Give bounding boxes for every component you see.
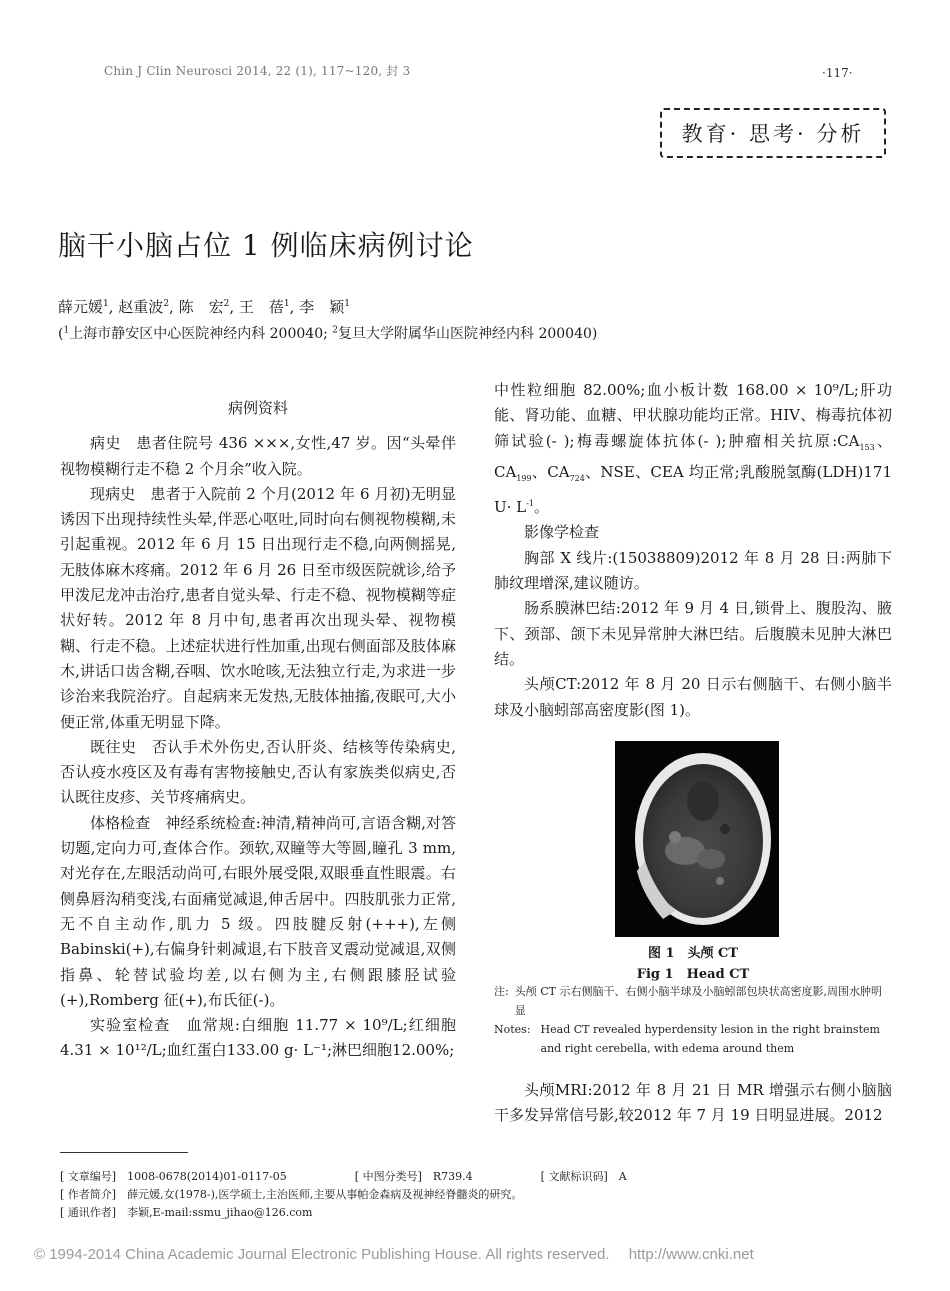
footnote-correspondence: [ 通讯作者] 李颖,E-mail:ssmu_jihao@126.com: [60, 1206, 313, 1219]
tumor-marker-sub: 199: [516, 473, 532, 483]
author-name: 李 颖: [299, 298, 345, 316]
tumor-marker-sub: 153: [859, 442, 875, 452]
author-name: 王 蓓: [238, 298, 284, 316]
author-list: 薛元媛$^1$, 赵重波$^2$, 陈 宏$^2$, 王 蓓$^1$, 李 颖$^1$: [58, 298, 350, 316]
document-code: [ 文献标识码] A: [540, 1170, 627, 1183]
paragraph-lymph-node: 肠系膜淋巴结:2012 年 9 月 4 日,锁骨上、腹股沟、腋下、颈部、颌下未见异常肿大淋巴结。后腹膜未见肿大淋巴结。: [494, 599, 892, 668]
author-affil-mark: 2: [163, 299, 170, 309]
imaging-heading: 影像学检查: [524, 523, 600, 542]
tumor-marker-sub: 724: [569, 473, 585, 483]
footnote-divider: [60, 1152, 188, 1153]
tumor-marker: CA: [494, 462, 517, 481]
affiliation-2: 复旦大学附属华山医院神经内科 200040): [338, 326, 598, 342]
author-affil-mark: 1: [344, 299, 350, 309]
copyright-notice: © 1994-2014 China Academic Journal Electronic Publishing House. All rights reserved. http://www.cnki.net: [34, 1246, 754, 1263]
author-affil-mark: 1: [283, 299, 290, 309]
figure-caption-en: Fig 1 Head CT: [636, 967, 750, 982]
ct-scan-graphic: [615, 741, 779, 937]
section-heading: 病例资料: [227, 399, 288, 417]
paragraph-head-ct: 头颅CT:2012 年 8 月 20 日示右侧脑干、右侧小脑半球及小脑蚓部高密度影(图 1)。: [494, 675, 892, 719]
right-column-top: [494, 378, 892, 723]
tumor-marker: CA: [547, 462, 570, 481]
note-label: 注:: [494, 985, 509, 998]
figure-note-en: [494, 1020, 892, 1058]
author-affil-mark: 1: [103, 299, 109, 309]
paragraph-chest-xray: 胸部 X 线片:(15038809)2012 年 8 月 28 日:两肺下肺纹理增深,建议随访。: [494, 548, 892, 593]
affil-open: (: [58, 326, 64, 342]
clc-number: [ 中图分类号] R739.4: [354, 1170, 473, 1183]
paragraph-lab-tests: 实验室检查 血常规:白细胞 11.77 × 10⁹/L;红细胞4.31 × 10¹²/L;血红蛋白133.00 g· L⁻¹;淋巴细胞12.00%;: [60, 1016, 456, 1060]
affil-mark: 2: [332, 325, 339, 336]
paragraph-head-mri: 头颅MRI:2012 年 8 月 21 日 MR 增强示右侧小脑脑干多发异常信号影,较2012 年 7 月 19 日明显进展。2012: [494, 1081, 892, 1125]
page-number: ·117·: [822, 66, 853, 80]
paragraph-past-history: 既往史 否认手术外伤史,否认肝炎、结核等传染病史,否认疫水疫区及有毒有害物接触史,否认有家族类似病史,否认既往皮疹、关节疼痛病史。: [60, 737, 456, 807]
affiliation-1: 上海市静安区中心医院神经内科 200040;: [69, 326, 328, 342]
author-name: 陈 宏: [178, 298, 224, 316]
article-title: 脑干小脑占位 1 例临床病例讨论: [58, 229, 474, 262]
article-number: [ 文章编号] 1008-0678(2014)01-0117-05: [60, 1170, 287, 1183]
paragraph-history: 病史 患者住院号 436 ×××,女性,47 岁。因“头晕伴视物模糊行走不稳 2 个月余”收入院。: [60, 434, 456, 478]
affiliations: [58, 323, 597, 343]
lab-rest-text: 、NSE、CEA 均正常;乳酸脱氢酶(LDH)171 U· L: [494, 462, 892, 517]
footnote-classification: [60, 1168, 890, 1184]
footnote-author-intro: [ 作者简介] 薛元媛,女(1978-),医学硕士,主治医师,主要从事帕金森病及视神经脊髓炎的研究。: [60, 1188, 523, 1201]
left-column: [60, 396, 456, 1064]
figure-note-zh: [494, 982, 892, 1020]
note-text: Head CT revealed hyperdensity lesion in the right brainstem and right cerebella, with edema around them: [540, 1023, 880, 1055]
journal-citation: Chin J Clin Neurosci 2014, 22 (1), 117~120, 封 3: [104, 64, 411, 78]
separator: 、: [874, 431, 892, 450]
unit-sup: -1: [526, 499, 534, 509]
head-ct-image: [615, 741, 779, 937]
author-name: 赵重波: [118, 298, 164, 316]
section-banner: 教育· 思考· 分析: [660, 108, 886, 158]
paragraph-present-illness: 现病史 患者于入院前 2 个月(2012 年 6 月初)无明显诱因下出现持续性头晕,伴恶心呕吐,同时向右侧视物模糊,未引起重视。2012 年 6 月 15 日出现行走不稳,向两侧摇晃,无肢体麻木疼痛。2012 年 6 月 26 日至市级医院就诊,给予甲泼尼龙冲击治疗,患者自觉头晕、行走不稳、视物模糊等症状好转。2012 年 8 月中旬,患者再次出现头晕、视物模糊、行走不稳。上述症状进行性加重,出现右侧面部及肢体麻木,讲话口齿含糊,吞咽、饮水呛咳,无法独立行走,为求进一步诊治来我院治疗。自起病来无发热,无肢体抽搐,夜眠可,大小便正常,体重无明显下降。: [60, 484, 456, 731]
figure-caption-zh: 图 1 头颅 CT: [647, 946, 739, 961]
author-name: 薛元媛: [58, 298, 104, 316]
tumor-marker: CA: [837, 431, 860, 450]
affil-mark: 1: [63, 325, 70, 336]
paragraph-lab-continued: [494, 378, 892, 520]
author-affil-mark: 2: [223, 299, 230, 309]
separator: 、: [531, 462, 548, 481]
sentence-end: 。: [533, 498, 549, 517]
note-text: 头颅 CT 示右侧脑干、右侧小脑半球及小脑蚓部包块状高密度影,周围水肿明显: [514, 985, 882, 1017]
note-label: Notes:: [494, 1023, 531, 1036]
paragraph-physical-exam: 体格检查 神经系统检查:神清,精神尚可,言语含糊,对答切题,定向力可,查体合作。颈软,双瞳等大等圆,瞳孔 3 mm,对光存在,左眼活动尚可,右眼外展受限,双眼垂直性眼震。右侧鼻唇沟稍变浅,右面痛觉减退,伸舌居中。四肢肌张力正常,无不自主动作,肌力 5 级。四肢腱反射(+++),左侧 Babinski(+),右偏身针刺减退,右下肢音叉震动觉减退,双侧指鼻、轮替试验均差,以右侧为主,右侧跟膝胫试验(+),Romberg 征(+),布氏征(-)。: [60, 813, 456, 1009]
right-column-bottom: [494, 1078, 892, 1129]
lab-continued-text: 中性粒细胞 82.00%;血小板计数 168.00 × 10⁹/L;肝功能、肾功能、血糖、甲状腺功能均正常。HIV、梅毒抗体初筛试验(- );梅毒螺旋体抗体(- );肿瘤相关抗原:: [494, 381, 892, 450]
